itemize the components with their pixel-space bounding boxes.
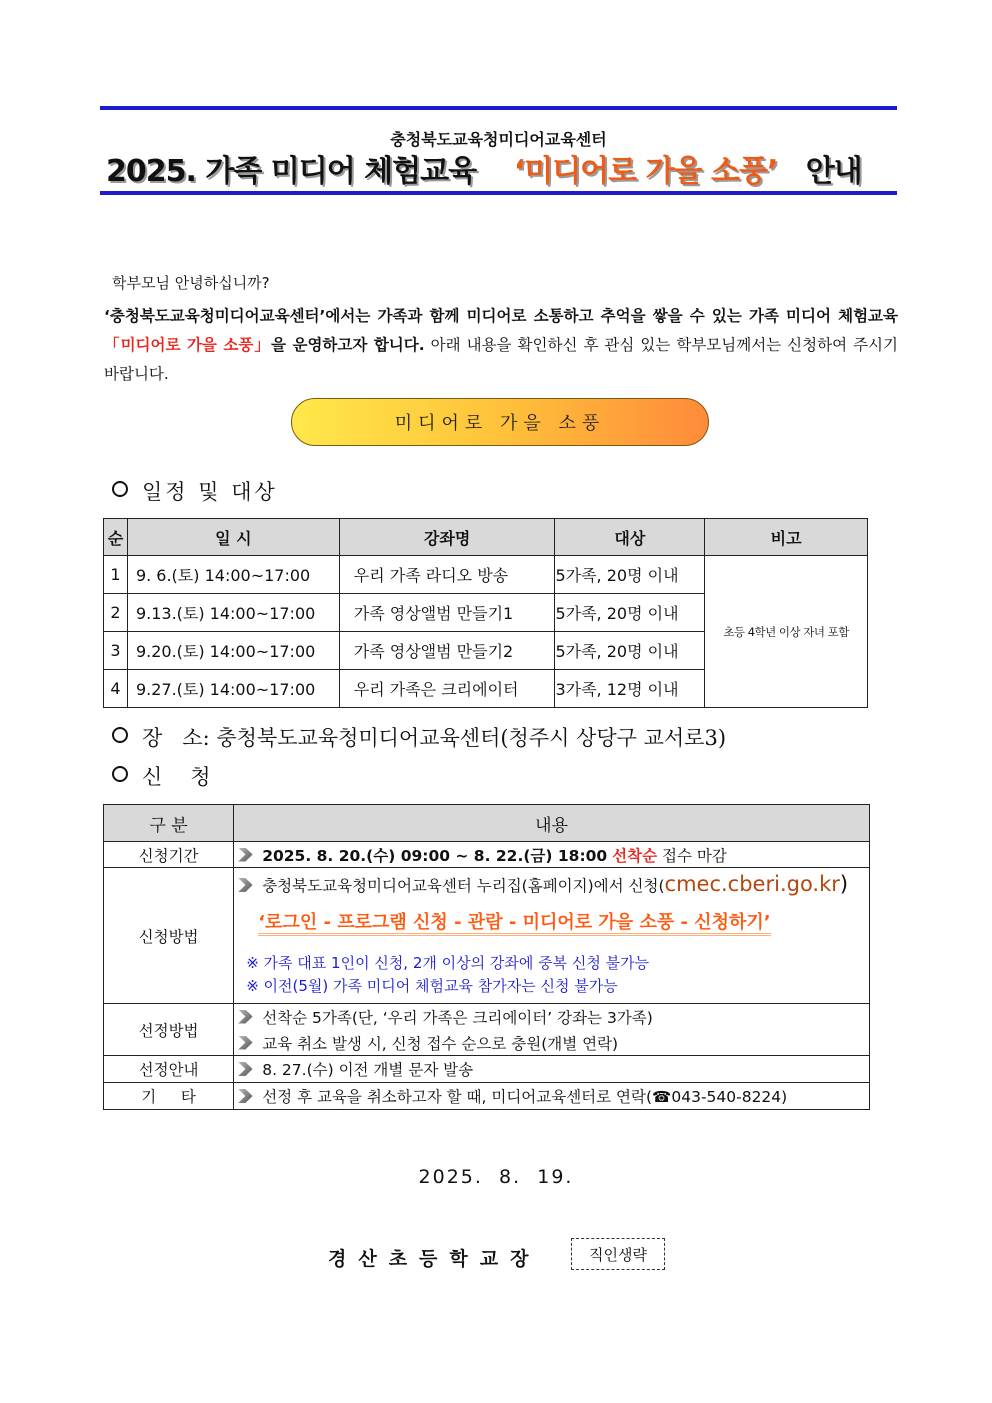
arrow-bullet-icon [238,878,256,892]
etc-content [234,1083,870,1110]
intro-bold-1: ‘충청북도교육청미디어교육센터’에서는 가족과 함께 미디어로 소통하고 추억을 쌓을 수 있는 가족 미디어 체험교육 [104,307,898,325]
page-title [106,146,896,190]
row-target: 5가족, 20명 이내 [555,594,705,632]
select-content [234,1004,870,1056]
title-prefix: 2025. 가족 미디어 체험교육 [106,154,477,189]
period-content [234,842,870,868]
select-line-2 [234,1032,869,1054]
row-target: 5가족, 20명 이내 [555,632,705,670]
col-header-category: 구 분 [104,805,234,842]
intro-tail: 아래 내용을 확인하신 후 관심 있는 학부모님께서는 신청하여 주시기 바랍니다. [104,336,899,383]
row-no: 1 [104,556,128,594]
period-label: 신청기간 [104,842,234,868]
period-tail: 접수 마감 [662,846,727,865]
arrow-bullet-icon [238,1010,256,1024]
method-path-wrap [258,908,869,934]
row-no: 4 [104,670,128,708]
period-text: 2025. 8. 20.(수) 09:00 ~ 8. 22.(금) 18:00 [262,846,608,865]
row-no: 3 [104,632,128,670]
col-header-note: 비고 [705,519,868,556]
arrow-bullet-icon [238,848,256,862]
circle-bullet-icon [112,727,128,743]
title-highlight: ‘미디어로 가을 소풍’ [513,154,778,189]
circle-bullet-icon [112,481,128,497]
signer: 경산초등학교장 [328,1248,541,1270]
select-label: 선정방법 [104,1004,234,1056]
method-text: 충청북도교육청미디어교육센터 누리집(홈페이지)에서 신청( [262,877,665,895]
method-url: cmec.cberi.go.kr [664,872,840,896]
arrow-bullet-icon [238,1036,256,1050]
arrow-bullet-icon [238,1062,256,1076]
select-text-2: 교육 취소 발생 시, 신청 접수 순으로 충원(개별 연락) [262,1034,619,1053]
table-row [104,556,868,594]
section-place-label: 장 소: 충청북도교육청미디어교육센터(청주시 상당구 교서로3) [142,726,727,750]
notice-content [234,1056,870,1083]
row-no: 2 [104,594,128,632]
intro-paragraph [104,302,898,389]
apply-table [103,804,870,1110]
row-note: 초등 4학년 이상 자녀 포함 [705,556,868,708]
row-course: 가족 영상앨범 만들기1 [339,594,555,632]
row-datetime: 9. 6.(토) 14:00~17:00 [127,556,339,594]
greeting: 학부모님 안녕하십니까? [112,274,270,292]
notice-label: 선정안내 [104,1056,234,1083]
col-header-content: 내용 [234,805,870,842]
document-date: 2025. 8. 19. [418,1166,574,1188]
section-place [112,722,726,752]
method-note-1: ※ 가족 대표 1인이 신청, 2개 이상의 강좌에 중복 신청 불가능 [246,954,650,972]
select-text-1: 선착순 5가족(단, ‘우리 가족은 크리에이터’ 강좌는 3가족) [262,1008,653,1027]
table-row [104,1056,870,1083]
row-datetime: 9.20.(토) 14:00~17:00 [127,632,339,670]
table-row [104,1083,870,1110]
col-header-datetime: 일 시 [127,519,339,556]
title-suffix: 안내 [805,154,862,189]
intro-program-name: 「미디어로 가을 소풍」 [104,336,272,354]
row-datetime: 9.13.(토) 14:00~17:00 [127,594,339,632]
schedule-table [103,518,868,708]
table-row [104,1004,870,1056]
row-course: 우리 가족 라디오 방송 [339,556,555,594]
period-first-come: 선착순 [612,846,658,865]
intro-bold-2: 을 운영하고자 합니다. [271,336,425,354]
table-header-row [104,805,870,842]
section-schedule [112,476,278,506]
table-row [104,842,870,868]
notice-text: 8. 27.(수) 이전 개별 문자 발송 [262,1061,474,1079]
program-banner: 미디어로 가을 소풍 [291,398,709,446]
section-apply-label: 신 청 [142,765,213,789]
row-datetime: 9.27.(토) 14:00~17:00 [127,670,339,708]
arrow-bullet-icon [238,1089,256,1103]
method-content [234,868,870,1004]
row-target: 3가족, 12명 이내 [555,670,705,708]
seal-omitted-stamp: 직인생략 [571,1238,665,1270]
etc-text: 선정 후 교육을 취소하고자 할 때, 미디어교육센터로 연락(☎043-540-8224) [262,1088,788,1106]
section-schedule-label: 일정 및 대상 [142,480,278,504]
method-note-2: ※ 이전(5월) 가족 미디어 체험교육 참가자는 신청 불가능 [246,977,618,995]
select-line-1 [234,1006,869,1028]
method-url-close: ) [839,872,849,896]
table-header-row [104,519,868,556]
row-course: 가족 영상앨범 만들기2 [339,632,555,670]
header-bottom-rule [100,191,897,195]
etc-label: 기 타 [104,1083,234,1110]
section-apply [112,761,213,791]
method-path: ‘로그인 - 프로그램 신청 - 관람 - 미디어로 가을 소풍 - 신청하기’ [258,912,770,936]
row-target: 5가족, 20명 이내 [555,556,705,594]
method-line [234,872,869,896]
header-org: 충청북도교육청미디어교육센터 [390,130,607,149]
col-header-no: 순 [104,519,128,556]
col-header-course: 강좌명 [339,519,555,556]
method-label: 신청방법 [104,868,234,1004]
col-header-target: 대상 [555,519,705,556]
row-course: 우리 가족은 크리에이터 [339,670,555,708]
circle-bullet-icon [112,766,128,782]
table-row [104,868,870,1004]
header-top-rule [100,106,897,110]
